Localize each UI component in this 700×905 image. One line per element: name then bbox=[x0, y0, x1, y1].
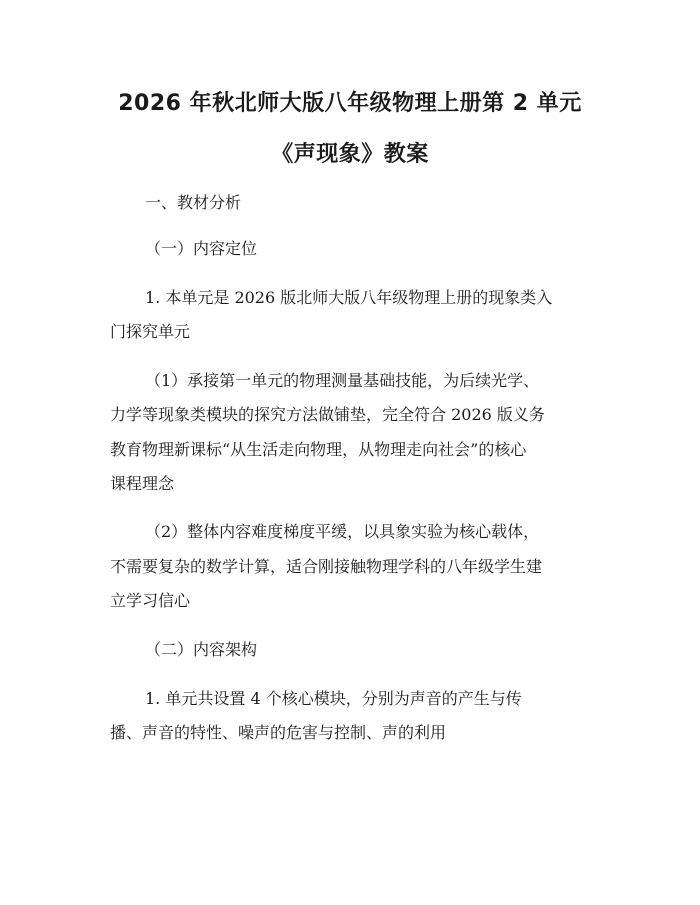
paragraph-2-line-3: 立学习信心 bbox=[110, 591, 191, 610]
paragraph-1-line-4: 课程理念 bbox=[110, 474, 175, 493]
document-title-line-2: 《声现象》教案 bbox=[271, 142, 429, 167]
item-1-line-1: 1. 本单元是 2026 版北师大版八年级物理上册的现象类入 bbox=[145, 288, 553, 307]
item-2-line-2: 播、声音的特性、噪声的危害与控制、声的利用 bbox=[110, 723, 447, 742]
item-2-line-1: 1. 单元共设置 4 个核心模块，分别为声音的产生与传 bbox=[145, 689, 522, 708]
paragraph-1-line-2: 力学等现象类模块的探究方法做铺垫，完全符合 2026 版义务 bbox=[110, 405, 545, 424]
section-heading-textbook-analysis: 一、教材分析 bbox=[145, 193, 242, 212]
item-1-line-2: 门探究单元 bbox=[110, 322, 191, 341]
subsection-heading-content-positioning: （一）内容定位 bbox=[145, 239, 258, 258]
paragraph-1-line-3: 教育物理新课标“从生活走向物理，从物理走向社会”的核心 bbox=[110, 440, 527, 459]
document-title-line-1: 2026 年秋北师大版八年级物理上册第 2 单元 bbox=[118, 91, 582, 116]
paragraph-1-line-1: （1）承接第一单元的物理测量基础技能，为后续光学、 bbox=[145, 371, 540, 390]
subsection-heading-content-structure: （二）内容架构 bbox=[145, 640, 258, 659]
paragraph-2-line-1: （2）整体内容难度梯度平缓，以具象实验为核心载体， bbox=[145, 522, 540, 541]
paragraph-2-line-2: 不需要复杂的数学计算，适合刚接触物理学科的八年级学生建 bbox=[110, 557, 543, 576]
